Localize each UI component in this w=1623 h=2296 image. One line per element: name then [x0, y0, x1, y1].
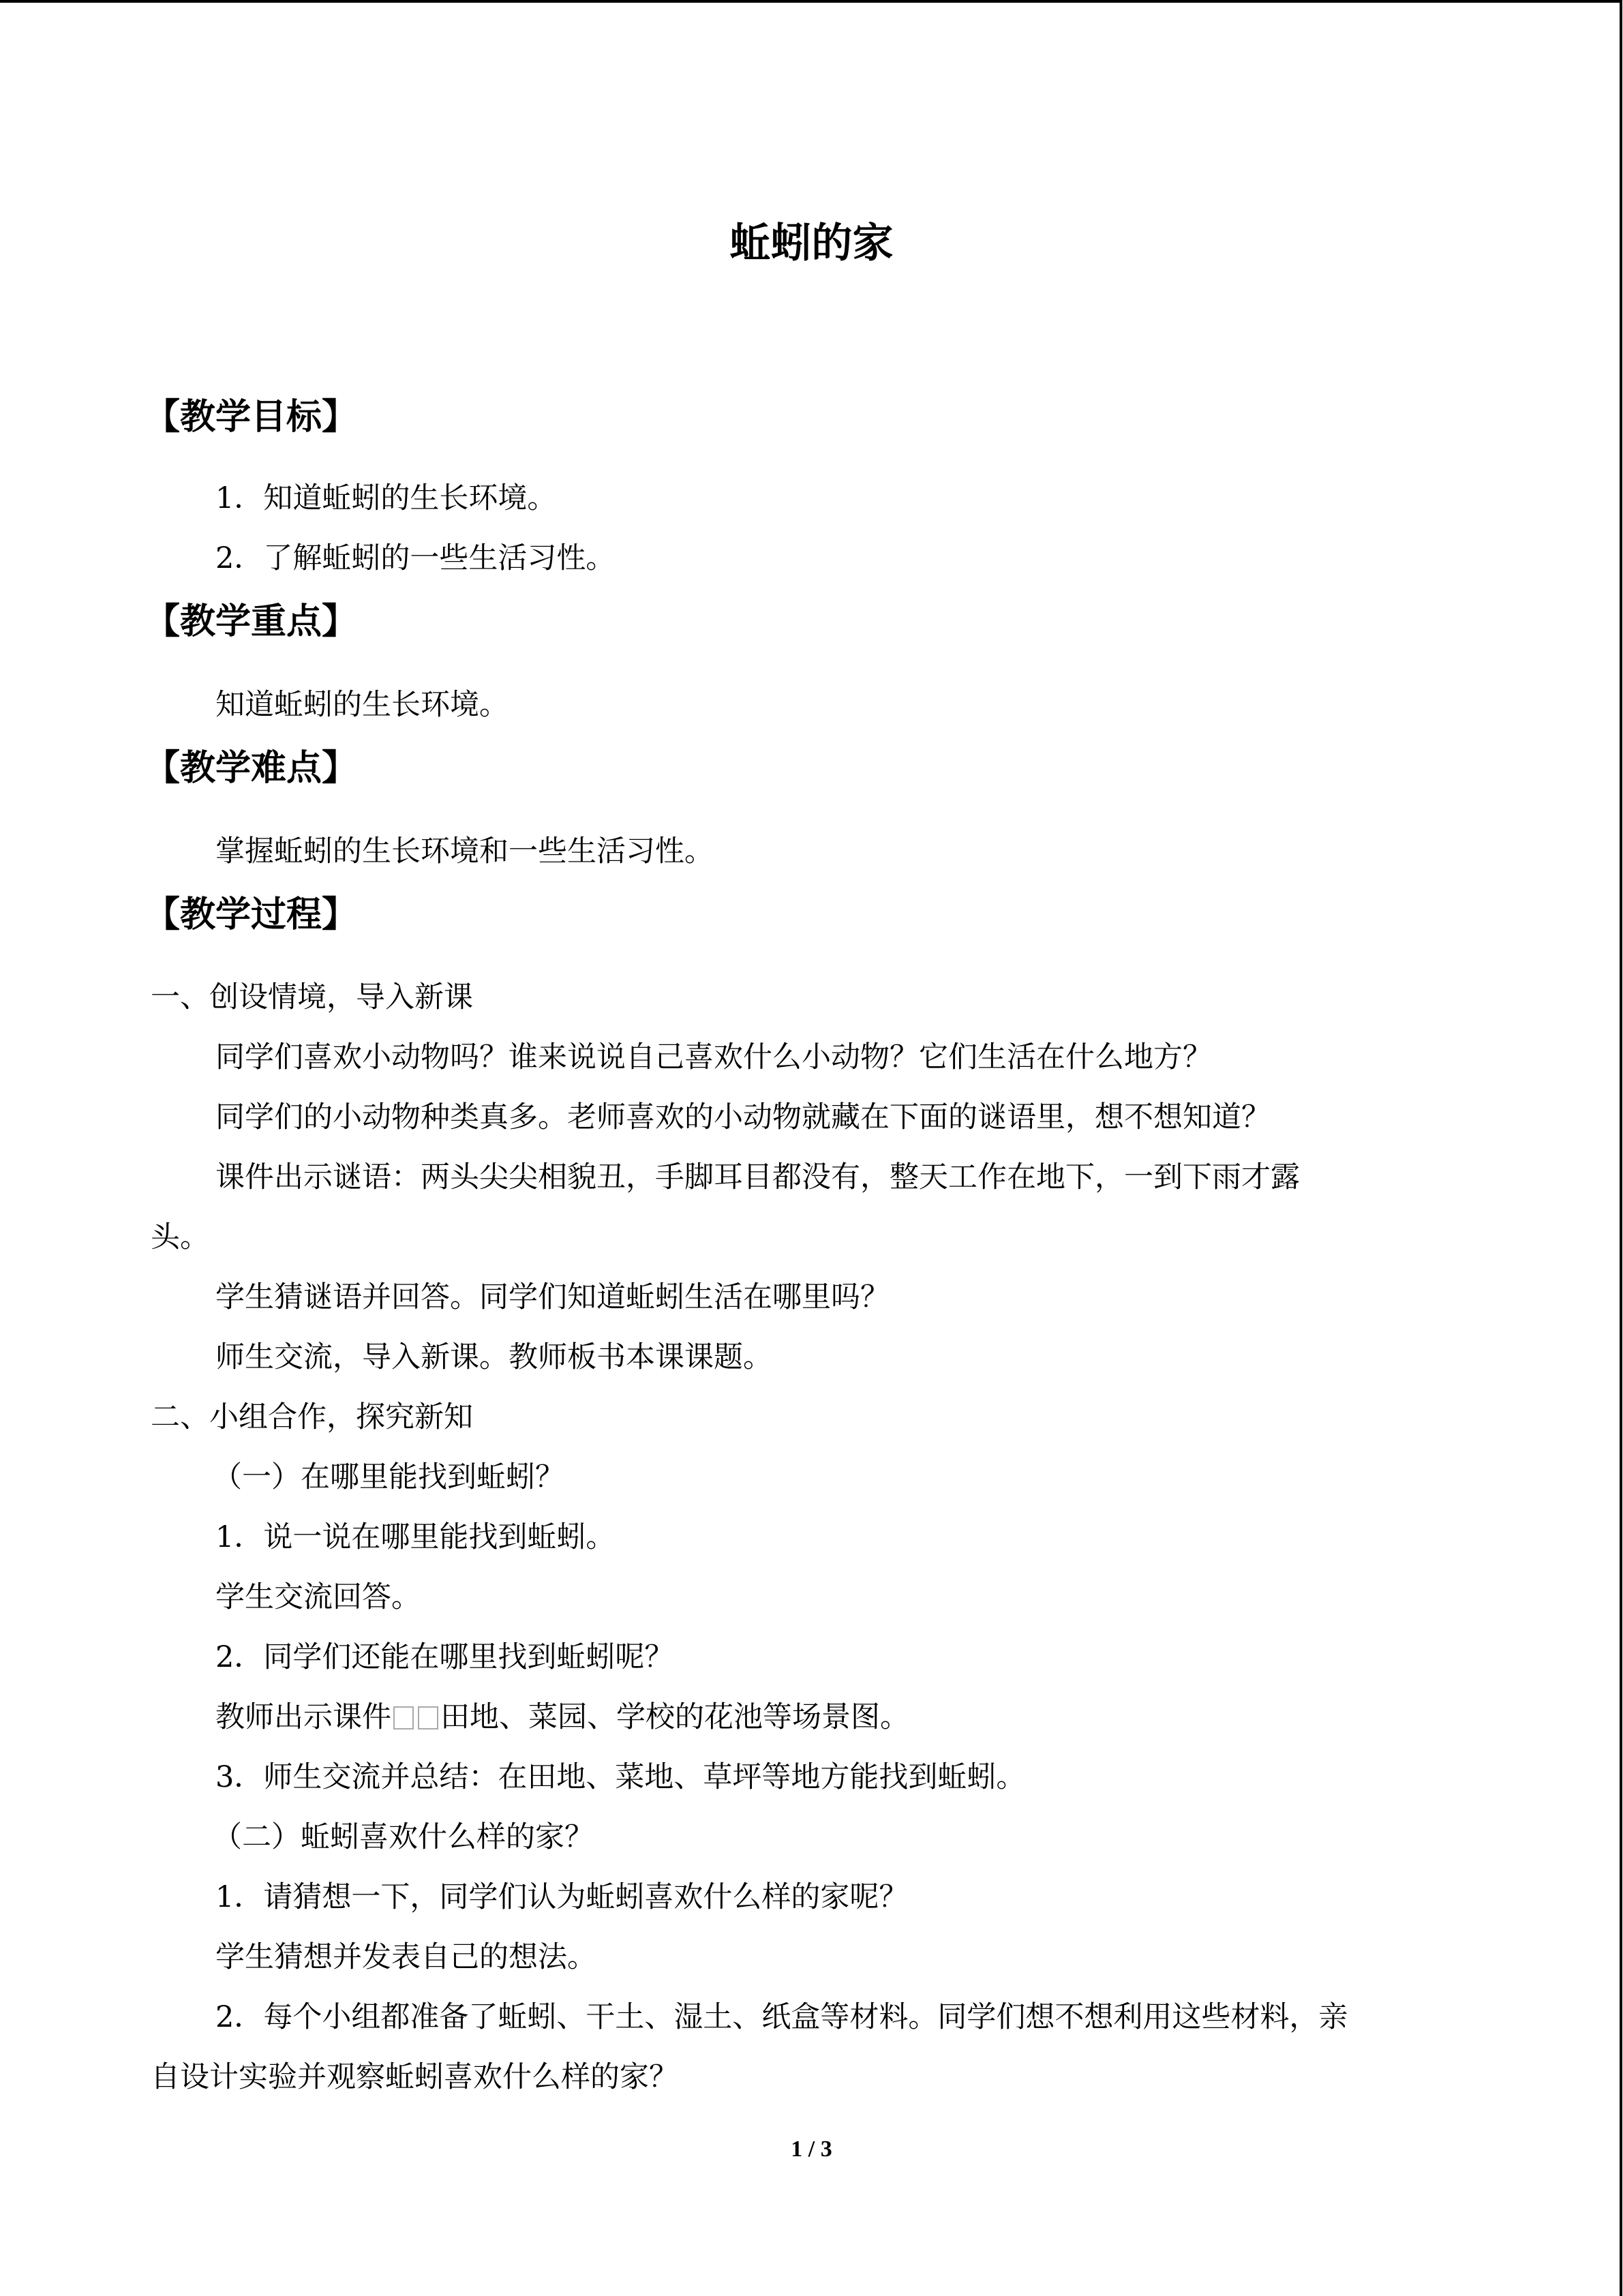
part2-sub1-title: （一）在哪里能找到蚯蚓？: [213, 1460, 564, 1494]
part2-sub1-line: 学生交流回答。: [215, 1580, 421, 1614]
part2-sub1-line: 2．同学们还能在哪里找到蚯蚓呢？: [215, 1640, 674, 1674]
heading-process: 【教学过程】: [145, 894, 358, 935]
part2-sub1-summary: 3．师生交流并总结：在田地、菜地、草坪等地方能找到蚯蚓。: [215, 1760, 1026, 1794]
heading-difficulties: 【教学难点】: [145, 748, 358, 789]
part2-title: 二、小组合作，探究新知: [151, 1400, 473, 1434]
document-title: 蚯蚓的家: [729, 220, 894, 267]
missing-glyph-icon: [418, 1706, 438, 1729]
part2-sub2-title: （二）蚯蚓喜欢什么样的家？: [213, 1820, 594, 1854]
part2-sub2-line: 2．每个小组都准备了蚯蚓、干土、湿土、纸盒等材料。同学们想不想利用这些材料，亲: [215, 2000, 1348, 2034]
objective-item-2: 2．了解蚯蚓的一些生活习性。: [215, 541, 616, 575]
courseware-line: [215, 1700, 909, 1734]
page-number: 1 / 3: [791, 2136, 832, 2162]
part2-sub1-line: 1．说一说在哪里能找到蚯蚓。: [215, 1520, 616, 1554]
part1-line: 师生交流，导入新课。教师板书本课课题。: [215, 1340, 772, 1374]
heading-key-points: 【教学重点】: [145, 601, 358, 642]
courseware-prefix: 教师出示课件: [215, 1700, 391, 1734]
part2-sub2-line: 学生猜想并发表自己的想法。: [215, 1940, 596, 1974]
part1-line: 学生猜谜语并回答。同学们知道蚯蚓生活在哪里吗？: [215, 1280, 890, 1314]
part2-sub2-line: 自设计实验并观察蚯蚓喜欢什么样的家？: [151, 2060, 678, 2094]
part1-line: 头。: [151, 1220, 209, 1254]
difficulties-text: 掌握蚯蚓的生长环境和一些生活习性。: [215, 834, 714, 868]
courseware-suffix: 田地、菜园、学校的花池等场景图。: [440, 1700, 909, 1734]
missing-glyph-icon: [393, 1706, 414, 1729]
part1-line: 课件出示谜语：两头尖尖相貌丑，手脚耳目都没有，整天工作在地下，一到下雨才露: [215, 1160, 1300, 1194]
part1-title: 一、创设情境，导入新课: [151, 980, 473, 1014]
part2-sub2-line: 1．请猜想一下，同学们认为蚯蚓喜欢什么样的家呢？: [215, 1880, 909, 1914]
key-points-text: 知道蚯蚓的生长环境。: [215, 688, 509, 722]
objective-item-1: 1．知道蚯蚓的生长环境。: [215, 481, 557, 515]
heading-objectives: 【教学目标】: [145, 397, 358, 438]
part1-line: 同学们的小动物种类真多。老师喜欢的小动物就藏在下面的谜语里，想不想知道？: [215, 1100, 1271, 1134]
part1-line: 同学们喜欢小动物吗？谁来说说自己喜欢什么小动物？它们生活在什么地方？: [215, 1040, 1212, 1074]
